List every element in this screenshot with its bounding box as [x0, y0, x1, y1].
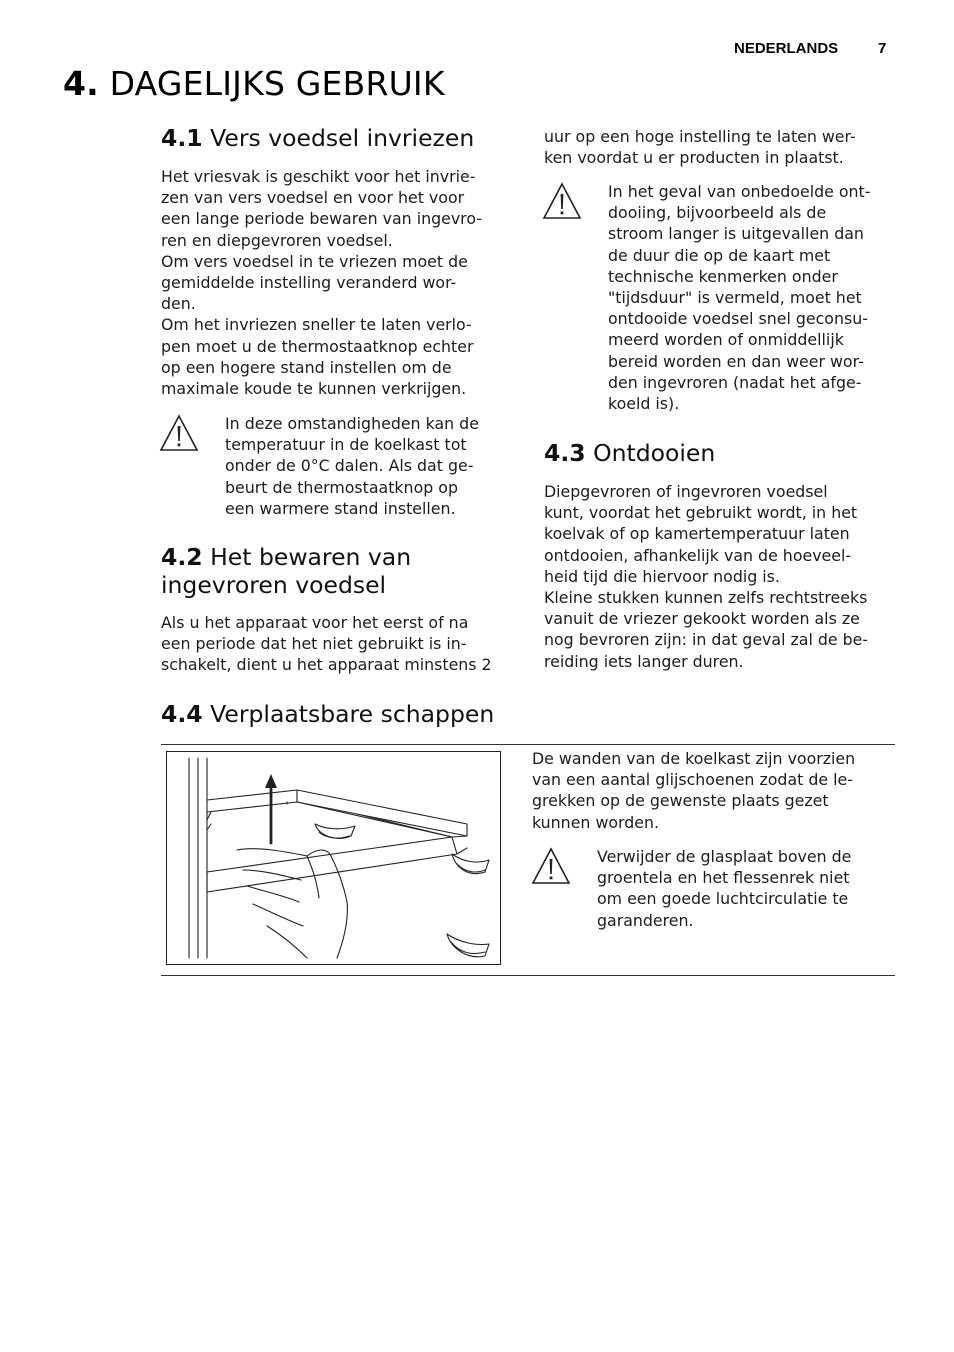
text-line: een lange periode bewaren van ingevro-	[161, 209, 482, 229]
section-4-2-body-continued	[544, 126, 856, 168]
text-line: Als u het apparaat voor het eerst of na	[161, 613, 469, 632]
text-line: temperatuur in de koelkast tot	[225, 435, 467, 455]
section-4-4-heading	[161, 700, 494, 728]
section-4-3-body	[544, 481, 868, 672]
chapter-number: 4.	[63, 64, 99, 103]
text-line: dooiing, bijvoorbeeld als de	[608, 203, 827, 223]
section-4-3-heading	[544, 439, 715, 467]
text-line: zen van vers voedsel en voor het voor	[161, 188, 465, 208]
section-title: Ontdooien	[593, 439, 716, 467]
section-4-2-warning	[608, 181, 870, 414]
section-title: Verplaatsbare schappen	[210, 700, 495, 728]
shelf-illustration	[166, 751, 501, 965]
header-language: NEDERLANDS	[734, 40, 839, 57]
text-line: de duur die op de kaart met	[608, 245, 831, 265]
text-line: Verwijder de glasplaat boven de	[597, 847, 852, 866]
text-line: reiding iets langer duren.	[544, 651, 744, 671]
section-4-1-heading	[161, 124, 474, 152]
section-4-4-warning	[597, 846, 851, 931]
page-number: 7	[878, 40, 887, 57]
section-4-2-body	[161, 612, 492, 676]
text-line: uur op een hoge instelling te laten wer-	[544, 127, 856, 146]
text-line: onder de 0°C dalen. Als dat ge-	[225, 456, 474, 476]
section-number: 4.3	[544, 439, 586, 467]
section-number: 4.4	[161, 700, 203, 728]
text-line: Om vers voedsel in te vriezen moet de	[161, 251, 468, 271]
text-line: koelvak of op kamertemperatuur laten	[544, 524, 850, 544]
text-line: pen moet u de thermostaatknop echter	[161, 336, 474, 356]
text-line: een periode dat het niet gebruikt is in-	[161, 634, 467, 654]
divider-bottom	[161, 975, 895, 976]
text-line: garanderen.	[597, 910, 694, 930]
section-4-1-warning	[225, 413, 479, 519]
text-line: ontdooien, afhankelijk van de hoeveel-	[544, 545, 852, 565]
text-line: technische kenmerken onder	[608, 266, 838, 286]
chapter-title-text: DAGELIJKS GEBRUIK	[109, 64, 445, 103]
text-line: Het vriesvak is geschikt voor het invrie-	[161, 167, 476, 186]
text-line: grekken op de gewenste plaats gezet	[532, 791, 829, 811]
text-line: den.	[161, 294, 196, 314]
text-line: ren en diepgevroren voedsel.	[161, 230, 393, 250]
text-line: op een hogere stand instellen om de	[161, 357, 452, 377]
text-line: bereid worden en dan weer wor-	[608, 351, 864, 371]
text-line: van een aantal glijschoenen zodat de le-	[532, 770, 853, 790]
text-line: ontdooide voedsel snel geconsu-	[608, 309, 868, 329]
text-line: Om het invriezen sneller te laten verlo-	[161, 315, 472, 335]
text-line: "tijdsduur" is vermeld, moet het	[608, 288, 862, 308]
text-line: maximale koude te kunnen verkrijgen.	[161, 379, 467, 399]
text-line: In deze omstandigheden kan de	[225, 414, 479, 433]
warning-icon	[542, 182, 582, 220]
text-line: kunt, voordat het gebruikt wordt, in het	[544, 503, 858, 523]
text-line: beurt de thermostaatknop op	[225, 477, 458, 497]
section-4-2-heading	[161, 543, 411, 599]
text-line: schakelt, dient u het apparaat minstens 2	[161, 655, 492, 675]
section-title: ingevroren voedsel	[161, 571, 387, 599]
text-line: koeld is).	[608, 394, 680, 414]
text-line: gemiddelde instelling veranderd wor-	[161, 273, 457, 293]
section-number: 4.1	[161, 124, 203, 152]
section-title: Het bewaren van	[210, 543, 412, 571]
section-4-1-body	[161, 166, 482, 399]
section-4-4-body	[532, 748, 855, 833]
text-line: Kleine stukken kunnen zelfs rechtstreeks	[544, 588, 868, 608]
text-line: om een goede luchtcirculatie te	[597, 889, 849, 909]
divider-top	[161, 744, 895, 745]
text-line: ken voordat u er producten in plaatst.	[544, 148, 844, 168]
text-line: een warmere stand instellen.	[225, 498, 456, 518]
text-line: stroom langer is uitgevallen dan	[608, 224, 864, 244]
text-line: nog bevroren zijn: in dat geval zal de be-	[544, 630, 869, 650]
warning-icon	[159, 414, 199, 452]
text-line: den ingevroren (nadat het afge-	[608, 372, 862, 392]
text-line: Diepgevroren of ingevroren voedsel	[544, 482, 828, 501]
text-line: heid tijd die hiervoor nodig is.	[544, 566, 780, 586]
text-line: In het geval van onbedoelde ont-	[608, 182, 871, 201]
section-number: 4.2	[161, 543, 203, 571]
text-line: vanuit de vriezer gekookt worden als ze	[544, 609, 860, 629]
chapter-title	[63, 64, 445, 103]
warning-icon	[531, 847, 571, 885]
text-line: De wanden van de koelkast zijn voorzien	[532, 749, 856, 768]
text-line: kunnen worden.	[532, 812, 660, 832]
text-line: groentela en het flessenrek niet	[597, 868, 850, 888]
text-line: meerd worden of onmiddellijk	[608, 330, 844, 350]
section-title: Vers voedsel invriezen	[210, 124, 475, 152]
